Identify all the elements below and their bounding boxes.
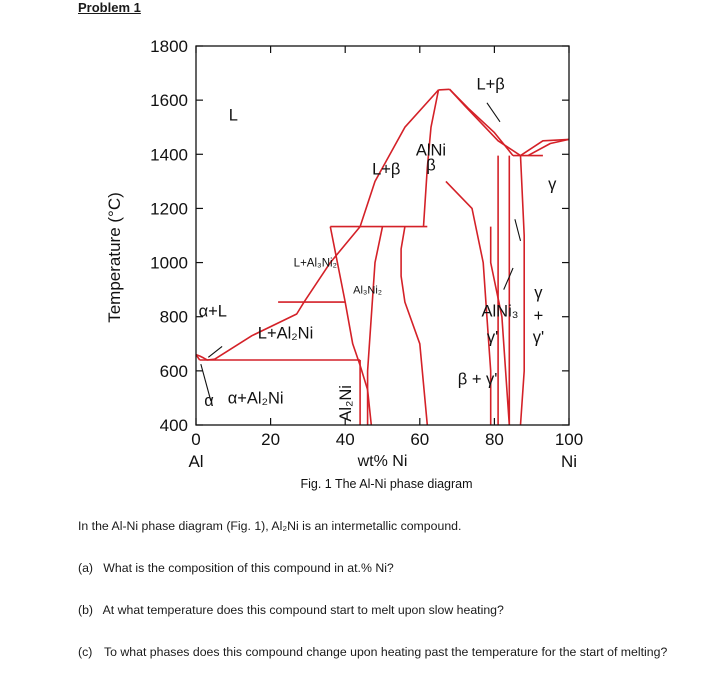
x-tick-label: 0 — [191, 430, 201, 449]
region-label: α+L — [198, 302, 227, 321]
pointer-arrow — [515, 219, 521, 241]
figure-caption: Fig. 1 The Al-Ni phase diagram — [300, 477, 473, 491]
intro-text: In the Al-Ni phase diagram (Fig. 1), Al₂Ni is an intermetallic compound. — [78, 519, 462, 533]
region-label: γ — [548, 175, 557, 194]
y-tick-label: 400 — [159, 416, 188, 435]
question-c-text: To what phases does this compound change upon heating past the temperature for the start of melting? — [104, 645, 668, 659]
x-end-label: Al — [188, 452, 204, 471]
region-label: L+Al₃Ni₂ — [293, 257, 338, 270]
y-tick-label: 1600 — [150, 91, 188, 111]
boundary-gamma-boundary — [521, 156, 525, 425]
region-label: β + γ' — [457, 370, 498, 389]
x-tick-label: 80 — [484, 430, 504, 449]
region-label: L+β — [372, 160, 401, 179]
question-c-label: (c) — [78, 645, 93, 659]
x-tick-label: 100 — [554, 430, 584, 449]
x-end-label: Ni — [560, 452, 578, 471]
region-label: γ — [534, 283, 543, 302]
y-tick-label: 800 — [159, 307, 188, 327]
boundary-al3ni-left-boundary — [491, 227, 510, 425]
region-label: L — [228, 106, 238, 125]
region-label: Al₃Ni₂ — [353, 284, 383, 297]
question-a-text: What is the composition of this compound in at.% Ni? — [103, 561, 394, 575]
region-label: L+Al₂Ni — [257, 324, 314, 343]
x-tick-label: 20 — [261, 430, 281, 449]
region-label: AlNi₃ — [481, 302, 519, 321]
y-axis-title: Temperature (°C) — [105, 192, 124, 323]
y-tick-label: 1200 — [150, 199, 188, 219]
boundary-al3ni2-right — [368, 227, 383, 425]
question-a — [78, 560, 394, 577]
region-label: γ' — [532, 328, 545, 347]
pointer-arrow — [487, 103, 500, 122]
y-tick-label: 1000 — [150, 253, 188, 273]
problem-heading: Problem 1 — [78, 0, 141, 15]
question-b — [78, 602, 504, 619]
y-tick-label: 600 — [159, 361, 188, 381]
pointer-arrow — [504, 268, 513, 290]
boundary-liquidus-ni-rich — [521, 139, 570, 155]
question-b-text: At what temperature does this compound start to melt upon slow heating? — [102, 603, 504, 617]
region-label: γ' — [486, 328, 499, 347]
region-label: α — [204, 392, 214, 411]
x-tick-label: 40 — [335, 430, 355, 449]
y-tick-label: 1800 — [150, 37, 188, 56]
region-label: L+β — [476, 75, 505, 94]
region-label: Al₂Ni — [336, 385, 355, 422]
boundary-liquidus-al3ni2-alni — [304, 90, 438, 302]
x-tick-label: 60 — [410, 430, 430, 449]
x-axis-title: wt% Ni — [357, 453, 408, 470]
boundary-liquidus-alni-peak — [439, 89, 450, 90]
region-label: β — [426, 156, 436, 175]
region-label: α+Al₂Ni — [227, 389, 284, 408]
plot-frame — [196, 46, 569, 425]
question-a-label: (a) — [78, 561, 94, 575]
region-label: AlNi — [415, 141, 447, 160]
boundary-alni-left-boundary — [401, 227, 427, 425]
region-label: + — [533, 306, 544, 325]
y-tick-label: 1400 — [150, 145, 188, 165]
question-b-label: (b) — [78, 603, 94, 617]
